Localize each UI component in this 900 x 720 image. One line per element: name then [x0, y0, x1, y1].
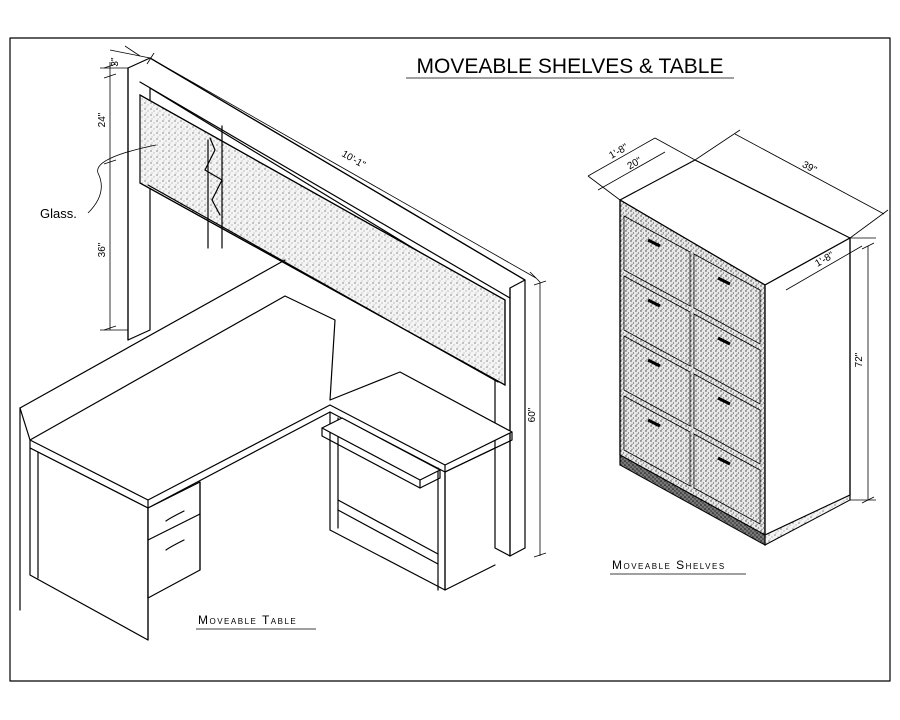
dim-lower-panel: 36": [97, 242, 108, 258]
dim-length: 10'-1": [339, 148, 368, 171]
dim-top-gap: 3": [110, 57, 121, 67]
moveable-shelves: [620, 160, 850, 545]
glass-label: Glass.: [40, 206, 77, 221]
drawing-title: MOVEABLE SHELVES & TABLE: [416, 55, 724, 78]
cabinet-side: [765, 238, 850, 535]
shelves-caption: Moveable Shelves: [612, 558, 726, 572]
dim-total-height: 60": [527, 407, 538, 423]
dim-depth-inner: 20": [625, 155, 644, 173]
drawer-pedestal: [148, 482, 200, 598]
table-caption: Moveable Table: [198, 613, 298, 627]
dim-height: 72": [854, 352, 865, 368]
dim-width: 39": [800, 159, 819, 177]
dim-depth-side: 1'-8": [813, 250, 837, 270]
moveable-table: [20, 58, 525, 640]
dim-depth-outer: 1'-8": [607, 142, 631, 162]
dim-upper-panel: 24": [97, 112, 108, 128]
